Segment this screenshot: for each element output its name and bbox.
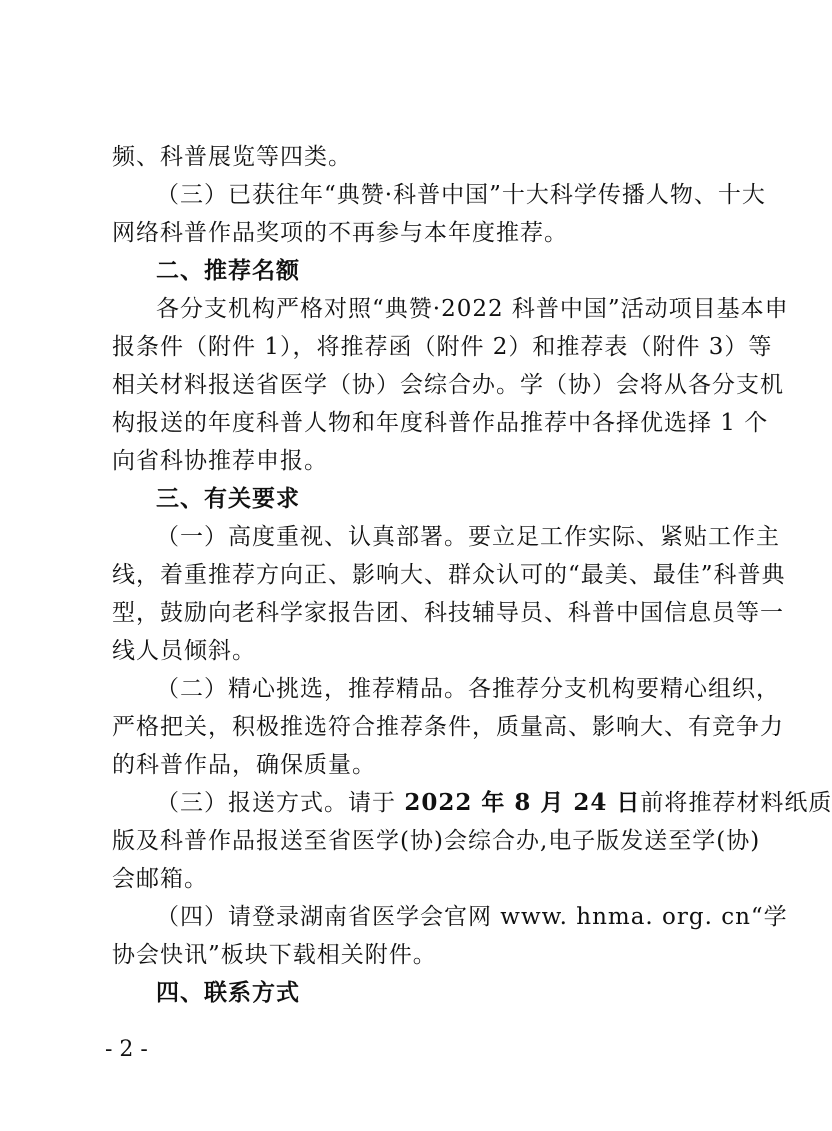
- text-line: （四）请登录湖南省医学会官网 www. hnma. org. cn“学: [156, 904, 788, 930]
- text-line: 向省科协推荐申报。: [112, 448, 328, 474]
- text-line: 会邮箱。: [112, 866, 208, 892]
- section-heading: 二、推荐名额: [156, 258, 300, 284]
- text-line: （三）已获往年“典赞·科普中国”十大科学传播人物、十大: [156, 182, 766, 208]
- section-heading: 三、有关要求: [156, 486, 300, 512]
- text-line: 相关材料报送省医学（协）会综合办。学（协）会将从各分支机: [112, 372, 784, 398]
- text-fragment: （三）报送方式。请于: [156, 790, 405, 816]
- text-line: （二）精心挑选，推荐精品。各推荐分支机构要精心组织，: [156, 676, 780, 702]
- text-line: 构报送的年度科普人物和年度科普作品推荐中各择优选择 1 个: [112, 410, 769, 436]
- text-line: 各分支机构严格对照“典赞·2022 科普中国”活动项目基本申: [156, 296, 789, 322]
- text-fragment: 前将推荐材料纸质: [640, 790, 832, 816]
- text-line: （一）高度重视、认真部署。要立足工作实际、紧贴工作主: [156, 524, 780, 550]
- page-number: - 2 -: [105, 1037, 148, 1062]
- text-line: 报条件（附件 1），将推荐函（附件 2）和推荐表（附件 3）等: [112, 334, 773, 360]
- section-heading: 四、联系方式: [156, 980, 300, 1006]
- text-line: 版及科普作品报送至省医学(协)会综合办,电子版发送至学(协): [112, 828, 761, 854]
- text-line: 严格把关，积极推选符合推荐条件，质量高、影响大、有竞争力: [112, 714, 784, 740]
- text-line: [156, 788, 832, 818]
- text-line: 协会快讯”板块下载相关附件。: [112, 942, 437, 968]
- deadline-date: 2022 年 8 月 24 日: [404, 789, 641, 816]
- text-line: 线，着重推荐方向正、影响大、群众认可的“最美、最佳”科普典: [112, 562, 786, 588]
- text-line: 的科普作品，确保质量。: [112, 752, 376, 778]
- text-line: 线人员倾斜。: [112, 638, 256, 664]
- text-line: 型，鼓励向老科学家报告团、科技辅导员、科普中国信息员等一: [112, 600, 784, 626]
- text-line: 频、科普展览等四类。: [112, 144, 352, 170]
- text-line: 网络科普作品奖项的不再参与本年度推荐。: [112, 220, 568, 246]
